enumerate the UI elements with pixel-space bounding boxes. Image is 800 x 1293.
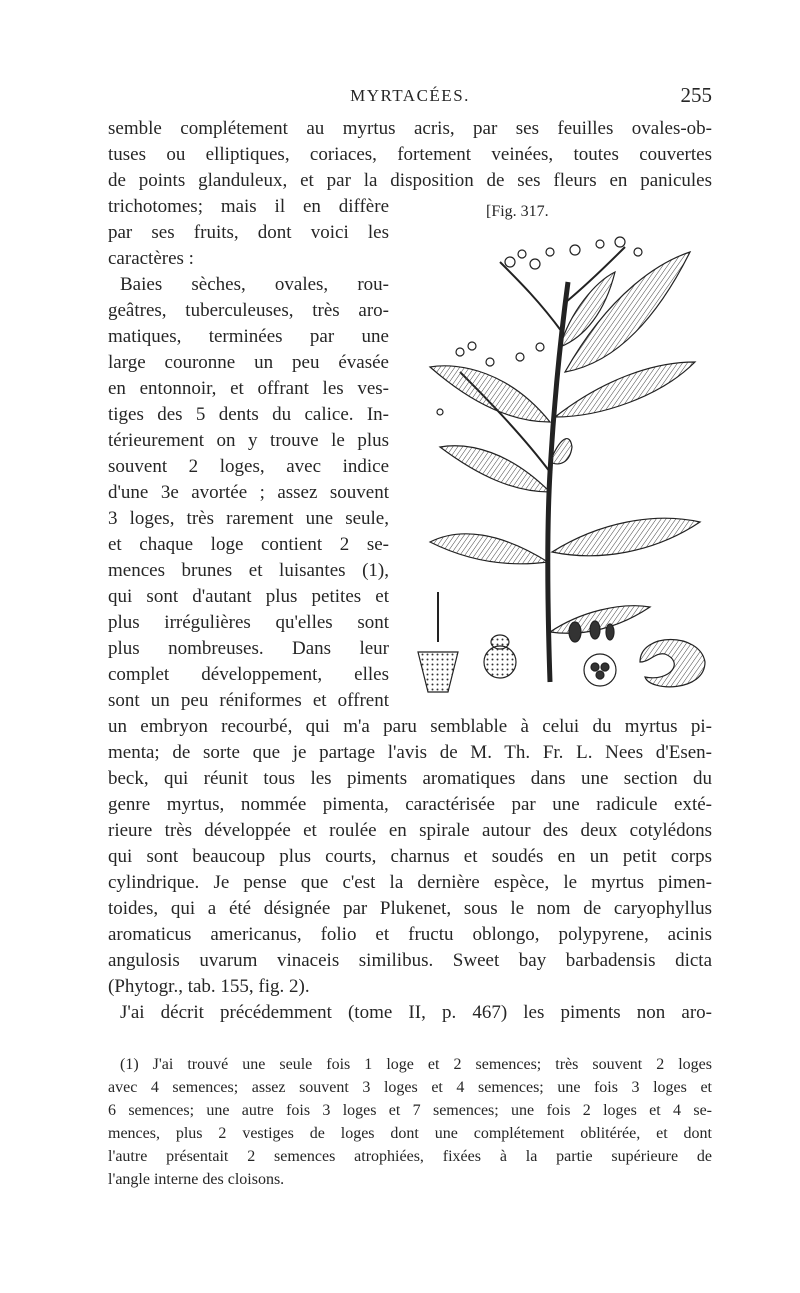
body-line: caractères : [108, 248, 194, 269]
footnote-line: l'angle interne des cloisons. [108, 1171, 285, 1188]
footnote-line: mences, plus 2 vestiges de loges dont une complétement oblitérée, et dont [108, 1125, 712, 1142]
body-line: par ses fruits, dont voici les [108, 222, 389, 243]
body-line: et chaque loge contient 2 se- [108, 534, 389, 555]
running-title: MYRTACÉES. [350, 86, 470, 105]
body-line: rieure très développée et roulée en spirale autour des deux cotylédons [108, 820, 712, 841]
footnote-line: avec 4 semences; assez souvent 3 loges et 4 semences; une fois 3 loges et [108, 1079, 712, 1096]
footnote-line: (1) J'ai trouvé une seule fois 1 loge et 2 semences; très souvent 2 loges [120, 1056, 712, 1073]
page-number: 255 [680, 83, 712, 107]
body-line: genre myrtus, nommée pimenta, caractérisée par une radicule exté- [108, 794, 712, 815]
body-line: un embryon recourbé, qui m'a paru semblable à celui du myrtus pi- [108, 716, 712, 737]
body-line: (Phytogr., tab. 155, fig. 2). [108, 976, 310, 997]
body-line: Baies sèches, ovales, rou- [120, 274, 389, 295]
body-line: geâtres, tuberculeuses, très aro- [108, 300, 389, 321]
body-line: plus irrégulières qu'elles sont [108, 612, 389, 633]
body-line: angulosis uvarum vinaceis similibus. Sweet bay barbadensis dicta [108, 950, 712, 971]
body-line: aromaticus americanus, folio et fructu oblongo, polypyrene, acinis [108, 924, 712, 945]
botanical-illustration [400, 222, 720, 704]
fruit-details [418, 592, 705, 692]
footnote-line: 6 semences; une autre fois 3 loges et 7 semences; une fois 2 loges et 4 se- [108, 1102, 712, 1119]
body-line: d'une 3e avortée ; assez souvent [108, 482, 389, 503]
body-line: de points glanduleux, et par la disposition de ses fleurs en panicules [108, 170, 712, 191]
page-header [108, 83, 712, 112]
body-line: 3 loges, très rarement une seule, [108, 508, 389, 529]
body-line: cylindrique. Je pense que c'est la dernière espèce, le myrtus pimen- [108, 872, 712, 893]
body-line: beck, qui réunit tous les piments aromatiques dans une section du [108, 768, 712, 789]
body-line: complet développement, elles [108, 664, 389, 685]
body-line: tiges des 5 dents du calice. In- [108, 404, 389, 425]
body-line: large couronne un peu évasée [108, 352, 389, 373]
body-line: J'ai décrit précédemment (tome II, p. 467) les piments non aro- [120, 1002, 712, 1023]
body-line: matiques, terminées par une [108, 326, 389, 347]
body-line: térieurement on y trouve le plus [108, 430, 389, 451]
body-line: en entonnoir, et offrant les ves- [108, 378, 389, 399]
body-line: qui sont beaucoup plus courts, charnus et soudés en un petit corps [108, 846, 712, 867]
body-line: toides, qui a été désignée par Plukenet, sous le nom de caryophyllus [108, 898, 712, 919]
body-line: sont un peu réniformes et offrent [108, 690, 389, 711]
figure-caption: [Fig. 317. [486, 203, 549, 220]
body-line: plus nombreuses. Dans leur [108, 638, 389, 659]
body-line: tuses ou elliptiques, coriaces, fortement veinées, toutes couvertes [108, 144, 712, 165]
body-line: menta; de sorte que je partage l'avis de M. Th. Fr. L. Nees d'Esen- [108, 742, 712, 763]
body-line: qui sont d'autant plus petites et [108, 586, 389, 607]
body-line: mences brunes et luisantes (1), [108, 560, 389, 581]
body-line: trichotomes; mais il en diffère [108, 196, 389, 217]
body-line: semble complétement au myrtus acris, par ses feuilles ovales-ob- [108, 118, 712, 139]
body-line: souvent 2 loges, avec indice [108, 456, 389, 477]
footnote-line: l'autre présentait 2 semences atrophiées, fixées à la partie supérieure de [108, 1148, 712, 1165]
